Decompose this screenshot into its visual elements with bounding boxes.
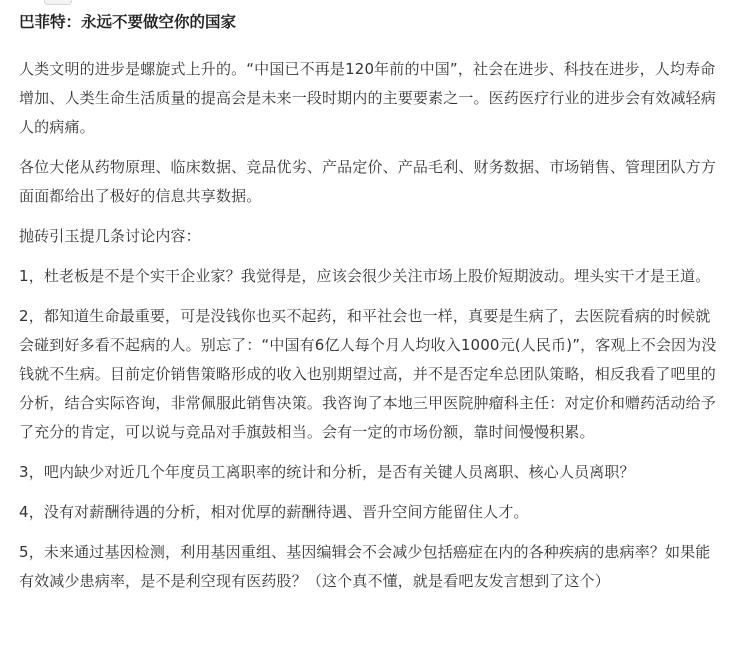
discussion-point-4: 4，没有对薪酬待遇的分析，相对优厚的薪酬待遇、晋升空间方能留住人才。 [19,503,529,521]
avatar[interactable] [44,0,72,5]
post [19,8,723,607]
paragraph-intro: 人类文明的进步是螺旋式上升的。“中国已不再是120年前的中国”，社会在进步、科技在进步，人均寿命增加、人类生命生活质量的提高会是未来一段时期内的主要要素之一。医药医疗行业的进步会有效减轻病人的病痛。 [19,60,716,136]
discussion-point-2: 2，都知道生命最重要，可是没钱你也买不起药，和平社会也一样，真要是生病了，去医院看病的时候就会碰到好多看不起病的人。别忘了：“中国有6亿人每个月人均收入1000元(人民币)”，客观上不会因为没钱就不生病。目前定价销售策略形成的收入也别期望过高，并不是否定牟总团队策略，相反我看了吧里的分析，结合实际咨询，非常佩服此销售决策。我咨询了本地三甲医院肿瘤科主任：对定价和赠药活动给予了充分的肯定，可以说与竞品对手旗鼓相当。会有一定的市场份额，靠时间慢慢积累。 [19,307,717,441]
post-body [19,55,723,596]
discussion-point-3: 3，吧内缺少对近几个年度员工离职率的统计和分析，是否有关键人员离职、核心人员离职？ [19,463,635,481]
paragraph-lead-in: 抛砖引玉提几条讨论内容： [19,227,201,245]
discussion-point-5: 5，未来通过基因检测，利用基因重组、基因编辑会不会减少包括癌症在内的各种疾病的患病率？如果能有效减少患病率，是不是利空现有医药股？（这个真不懂，就是看吧友发言想到了这个） [19,543,711,590]
discussion-point-1: 1，杜老板是不是个实干企业家？我觉得是，应该会很少关注市场上股价短期波动。埋头实干才是王道。 [19,267,711,285]
paragraph-summary: 各位大佬从药物原理、临床数据、竞品优劣、产品定价、产品毛利、财务数据、市场销售、管理团队方方面面都给出了极好的信息共享数据。 [19,158,716,205]
post-title: 巴菲特：永远不要做空你的国家 [19,13,237,31]
